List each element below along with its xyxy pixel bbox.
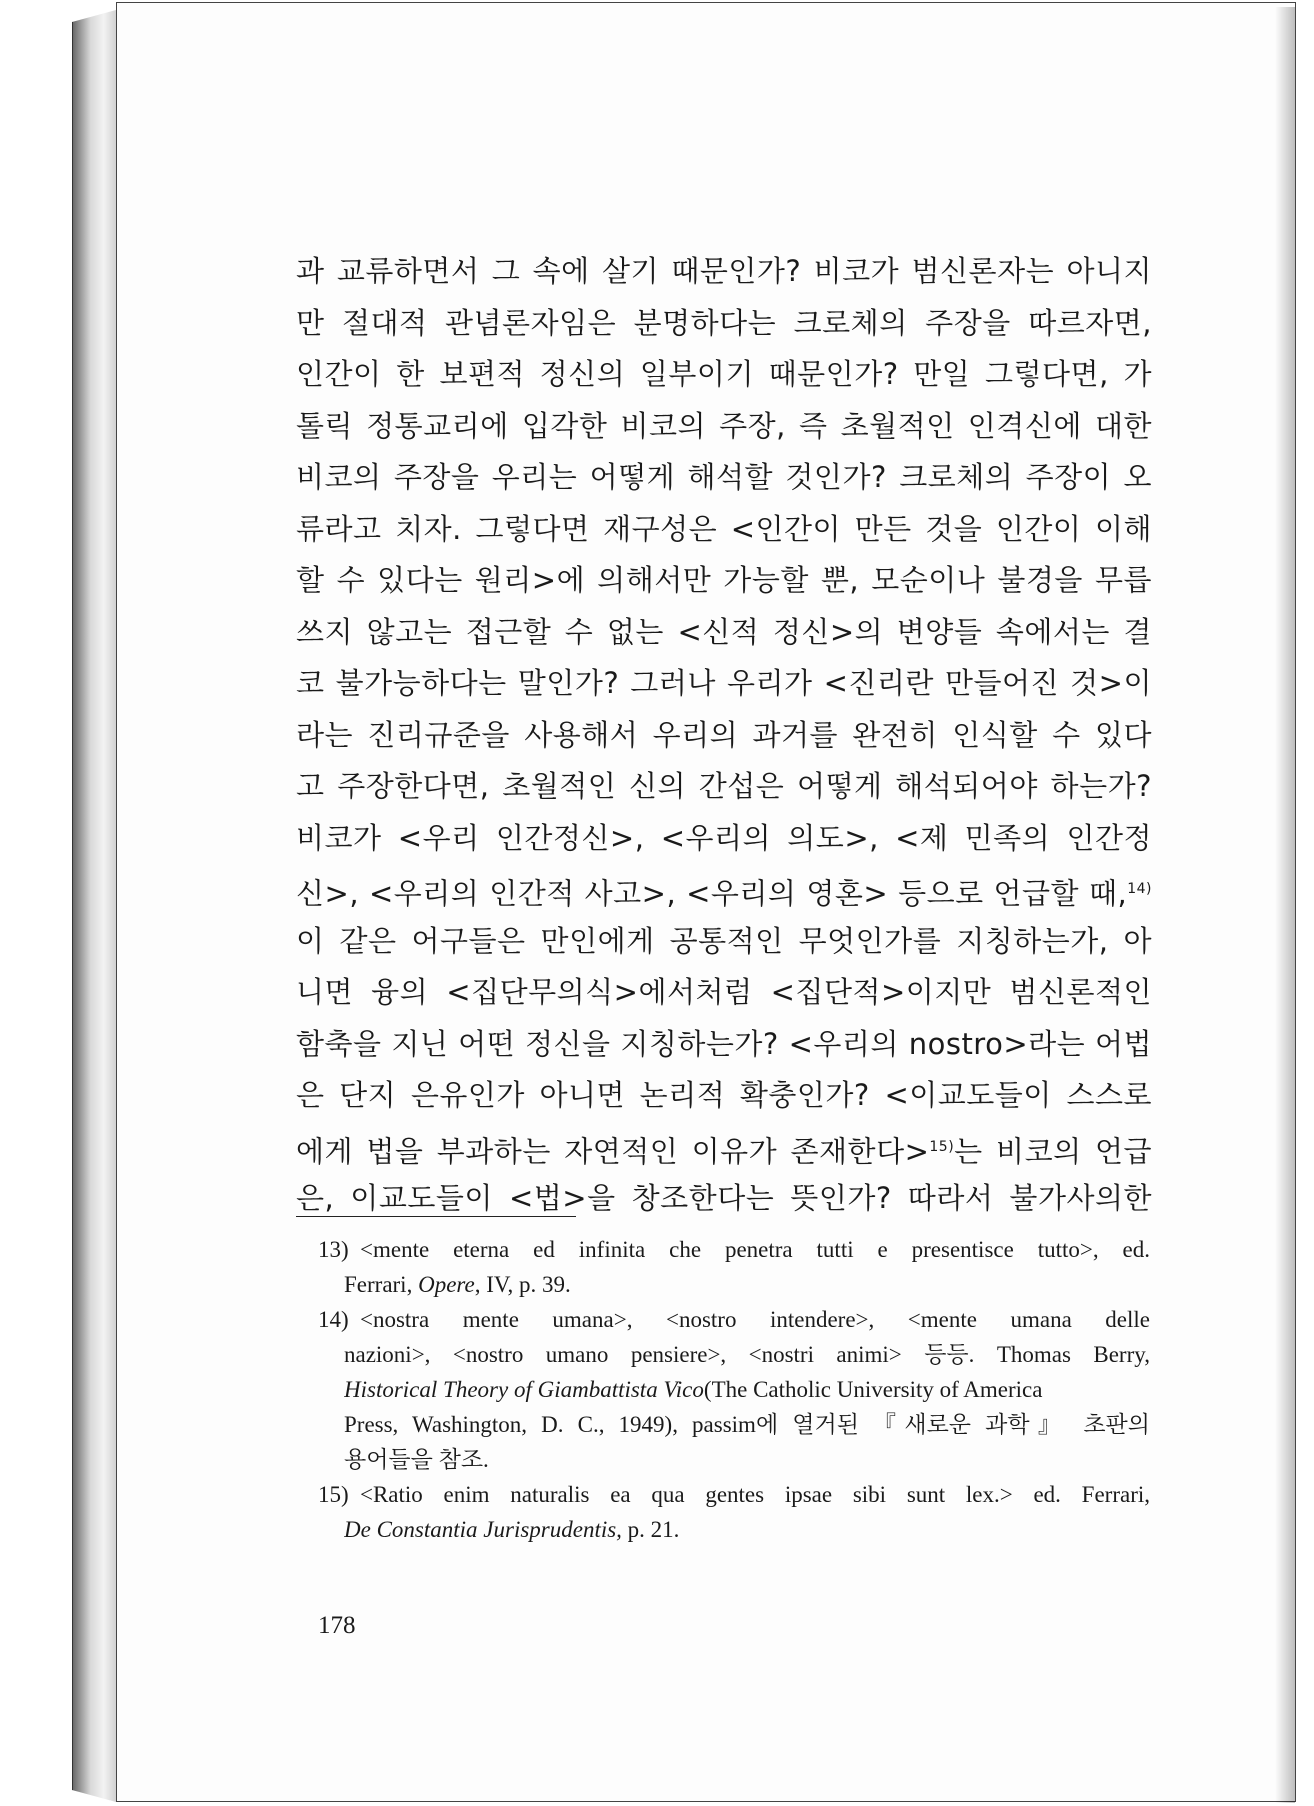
footnote-line <box>344 1372 1150 1407</box>
body-line: 쓰지 않고는 접근할 수 없는 <신적 정신>의 변양들 속에서는 결 <box>296 614 1152 649</box>
body-line: 만 절대적 관념론자임은 분명하다는 크로체의 주장을 따르자면, <box>296 305 1152 340</box>
body-line-with-note <box>296 1122 1152 1174</box>
body-line: 라는 진리규준을 사용해서 우리의 과거를 완전히 인식할 수 있다 <box>296 717 1152 752</box>
footnote-line: <nostra mente umana>, <nostro intendere>, <mente umana delle <box>360 1307 1150 1332</box>
footnote-line <box>344 1267 1150 1302</box>
body-line-with-note <box>296 864 1152 916</box>
page-edge-shadow <box>1275 7 1295 1803</box>
body-line: 은 단지 은유인가 아니면 논리적 확충인가? <이교도들이 스스로 <box>296 1078 1152 1112</box>
body-line: 할 수 있다는 원리>에 의해서만 가능할 뿐, 모순이나 불경을 무릅 <box>296 563 1152 597</box>
footnote-ref-14: 14) <box>1127 881 1152 897</box>
footnote-number: 15) <box>318 1482 349 1507</box>
footnote-text: Ferrari, <box>344 1272 419 1297</box>
footnote-line: Press, Washington, D. C., 1949), passim에 열거된 『새로운 과학』 초판의 <box>344 1412 1150 1437</box>
main-body-text <box>296 246 1152 1225</box>
footnote-line: <mente eterna ed infinita che penetra tutti e presentisce tutto>, ed. <box>360 1237 1150 1262</box>
footnotes <box>318 1232 1150 1547</box>
body-line: 니면 융의 <집단무의식>에서처럼 <집단적>이지만 범신론적인 <box>296 975 1152 1009</box>
body-line-tail: 는 비코의 언급 <box>954 1134 1152 1169</box>
footnote-italic-title: Historical Theory of Giambattista Vico <box>344 1377 704 1402</box>
body-line: 이 같은 어구들은 만인에게 공통적인 무엇인가를 지칭하는가, 아 <box>296 923 1152 958</box>
footnote-14 <box>318 1302 1150 1477</box>
body-line: 함축을 지닌 어떤 정신을 지칭하는가? <우리의 nostro>라는 어법 <box>296 1026 1152 1061</box>
footnote-line <box>344 1512 1150 1547</box>
body-line: 코 불가능하다는 말인가? 그러나 우리가 <진리란 만들어진 것>이 <box>296 666 1152 700</box>
footnote-text: (The Catholic University of America <box>703 1377 1043 1402</box>
body-line-text: 에게 법을 부과하는 자연적인 이유가 존재한다> <box>296 1134 930 1169</box>
footnote-italic-title: De Constantia Jurisprudentis, <box>344 1517 622 1542</box>
body-line: 과 교류하면서 그 속에 살기 때문인가? 비코가 범신론자는 아니지 <box>296 254 1152 288</box>
footnote-separator <box>296 1216 576 1217</box>
footnote-15 <box>318 1477 1150 1547</box>
book-spine <box>72 10 117 1802</box>
footnote-italic-title: Opere <box>418 1272 475 1297</box>
page-number: 178 <box>318 1612 356 1639</box>
body-line: 류라고 치자. 그렇다면 재구성은 <인간이 만든 것을 인간이 이해 <box>296 511 1152 546</box>
body-line: 은, 이교도들이 <법>을 창조한다는 뜻인가? 따라서 불가사의한 <box>296 1181 1152 1215</box>
footnote-text: , IV, p. 39. <box>474 1272 571 1297</box>
body-line: 고 주장한다면, 초월적인 신의 간섭은 어떻게 해석되어야 하는가? <box>296 769 1152 803</box>
footnote-13 <box>318 1232 1150 1302</box>
footnote-text: p. 21. <box>621 1517 680 1542</box>
footnote-line: <Ratio enim naturalis ea qua gentes ipsae sibi sunt lex.> ed. Ferrari, <box>360 1482 1150 1507</box>
footnote-number: 13) <box>318 1237 349 1262</box>
footnote-number: 14) <box>318 1307 349 1332</box>
body-line: 비코의 주장을 우리는 어떻게 해석할 것인가? 크로체의 주장이 오 <box>296 460 1152 494</box>
body-line: 톨릭 정통교리에 입각한 비코의 주장, 즉 초월적인 인격신에 대한 <box>296 408 1152 443</box>
body-line-text: 신>, <우리의 인간적 사고>, <우리의 영혼> 등으로 언급할 때, <box>296 876 1128 911</box>
footnote-line: nazioni>, <nostro umano pensiere>, <nostri animi> 등등. Thomas Berry, <box>344 1342 1150 1367</box>
footnote-line: 용어들을 참조. <box>344 1447 489 1472</box>
footnote-ref-15: 15) <box>929 1138 955 1155</box>
body-line: 인간이 한 보편적 정신의 일부이기 때문인가? 만일 그렇다면, 가 <box>296 357 1152 391</box>
body-line: 비코가 <우리 인간정신>, <우리의 의도>, <제 민족의 인간정 <box>296 820 1152 855</box>
